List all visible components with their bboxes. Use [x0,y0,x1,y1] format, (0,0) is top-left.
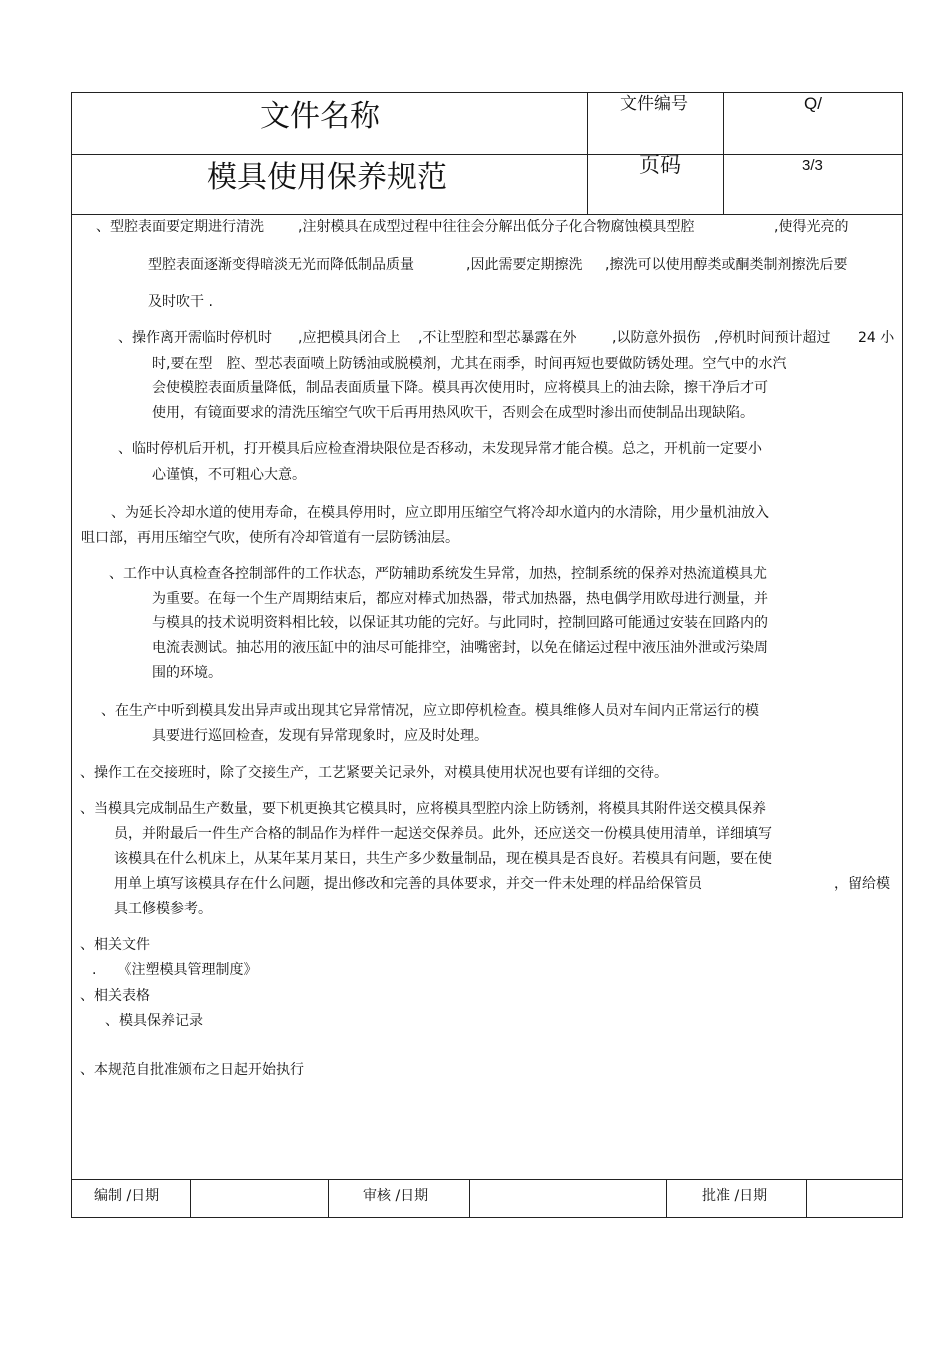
p2-line1-d: ,以防意外损伤 [612,330,701,346]
header-bottom-line [71,214,903,215]
p5-line1: 、工作中认真检查各控制部件的工作状态，严防辅助系统发生异常，加热，控制系统的保养对热流道模具尤 [109,566,767,582]
approved-date-label: 批准 /日期 [702,1188,768,1204]
footer-col-line-4 [666,1179,667,1218]
p1-line1-b: ,注射模具在成型过程中往往会分解出低分子化合物腐蚀模具型腔 [298,219,695,235]
p1-line1-a: 、型腔表面要定期进行清洗 [96,219,264,235]
p1-line1-c: ,使得光亮的 [774,219,849,235]
footer-col-line-5 [806,1179,807,1218]
page-value: 3/3 [802,157,823,174]
reviewed-date-label: 审核 /日期 [363,1188,429,1204]
doc-name-label: 文件名称 [260,99,380,134]
p1-line2-a: 型腔表面逐渐变得暗淡无光而降低制品质量 [148,257,414,273]
related-docs-heading: 、相关文件 [80,937,150,953]
p5-line4: 电流表测试。抽芯用的液压缸中的油尽可能排空，油嘴密封，以免在储运过程中液压油外泄或污染周 [152,640,768,656]
related-docs-item: . 《注塑模具管理制度》 [92,962,258,978]
p5-line5: 围的环境。 [152,665,222,681]
footer-top-line [71,1179,903,1180]
header-col-line-1 [587,92,588,214]
p2-line1-e: ,停机时间预计超过 [714,330,831,346]
header-divider [71,154,903,155]
p7-line1: 、操作工在交接班时，除了交接生产，工艺紧要关记录外，对模具使用状况也要有详细的交待。 [80,765,668,781]
p3-line2: 心谨慎，不可粗心大意。 [152,467,306,483]
p8-line4-a: 用单上填写该模具存在什么问题，提出修改和完善的具体要求，并交一件未处理的样品给保管员 [114,876,702,892]
p2-line1-a: 、操作离开需临时停机时 [118,330,272,346]
effective-statement: 、本规范自批准颁布之日起开始执行 [80,1062,304,1078]
p6-line2: 具要进行巡回检查，发现有异常现象时，应及时处理。 [152,728,488,744]
p2-line1-f: 24 小 [858,330,895,346]
p6-line1: 、在生产中听到模具发出异声或出现其它异常情况，应立即停机检查。模具维修人员对车间内正常运行的模 [101,703,759,719]
page-label: 页码 [639,153,681,177]
compiled-date-label: 编制 /日期 [94,1188,160,1204]
footer-col-line-3 [469,1179,470,1218]
related-forms-item: 、模具保养记录 [105,1013,203,1029]
p5-line3: 与模具的技术说明资料相比较，以保证其功能的完好。与此同时，控制回路可能通过安装在回路内的 [152,615,768,631]
p4-line1: 、为延长冷却水道的使用寿命，在模具停用时，应立即用压缩空气将冷却水道内的水清除，用少量机油放入 [111,505,769,521]
doc-title: 模具使用保养规范 [207,160,447,195]
p8-line2: 员，并附最后一件生产合格的制品作为样件一起送交保养员。此外，还应送交一份模具使用清单，详细填写 [114,826,772,842]
p8-line5: 具工修模参考。 [114,901,212,917]
p2-line1-b: ,应把模具闭合上 [298,330,401,346]
p8-line4-b: ，留给模 [834,876,890,892]
p1-line2-b: ,因此需要定期擦洗 [466,257,583,273]
p1-line2-c: ,擦洗可以使用醇类或酮类制剂擦洗后要 [605,257,848,273]
p2-line3: 会使模腔表面质量降低，制品表面质量下降。模具再次使用时，应将模具上的油去除，擦干净后才可 [152,380,768,396]
p2-line1-c: ,不让型腔和型芯暴露在外 [418,330,577,346]
doc-no-label: 文件编号 [620,94,688,114]
p4-line2: 咀口部，再用压缩空气吹，使所有冷却管道有一层防锈油层。 [81,530,459,546]
related-forms-heading: 、相关表格 [80,988,150,1004]
p3-line1: 、临时停机后开机，打开模具后应检查滑块限位是否移动，未发现异常才能合模。总之，开机前一定要小 [118,441,762,457]
p1-line3: 及时吹干 . [148,294,213,310]
p8-line3: 该模具在什么机床上，从某年某月某日，共生产多少数量制品，现在模具是否良好。若模具有问题，要在使 [114,851,772,867]
p2-line2: 时,要在型 腔、型芯表面喷上防锈油或脱模剂，尤其在雨季，时间再短也要做防锈处理。空气中的水汽 [152,356,787,372]
footer-col-line-2 [328,1179,329,1218]
p2-line4: 使用，有镜面要求的清洗压缩空气吹干后再用热风吹干，否则会在成型时渗出而使制品出现缺陷。 [152,405,754,421]
p8-line1: 、当模具完成制品生产数量，要下机更换其它模具时，应将模具型腔内涂上防锈剂，将模具其附件送交模具保养 [80,801,766,817]
footer-col-line-1 [190,1179,191,1218]
header-col-line-2 [723,92,724,214]
doc-no-value: Q/ [804,94,822,113]
p5-line2: 为重要。在每一个生产周期结束后，都应对棒式加热器，带式加热器，热电偶学用欧母进行测量，并 [152,591,768,607]
